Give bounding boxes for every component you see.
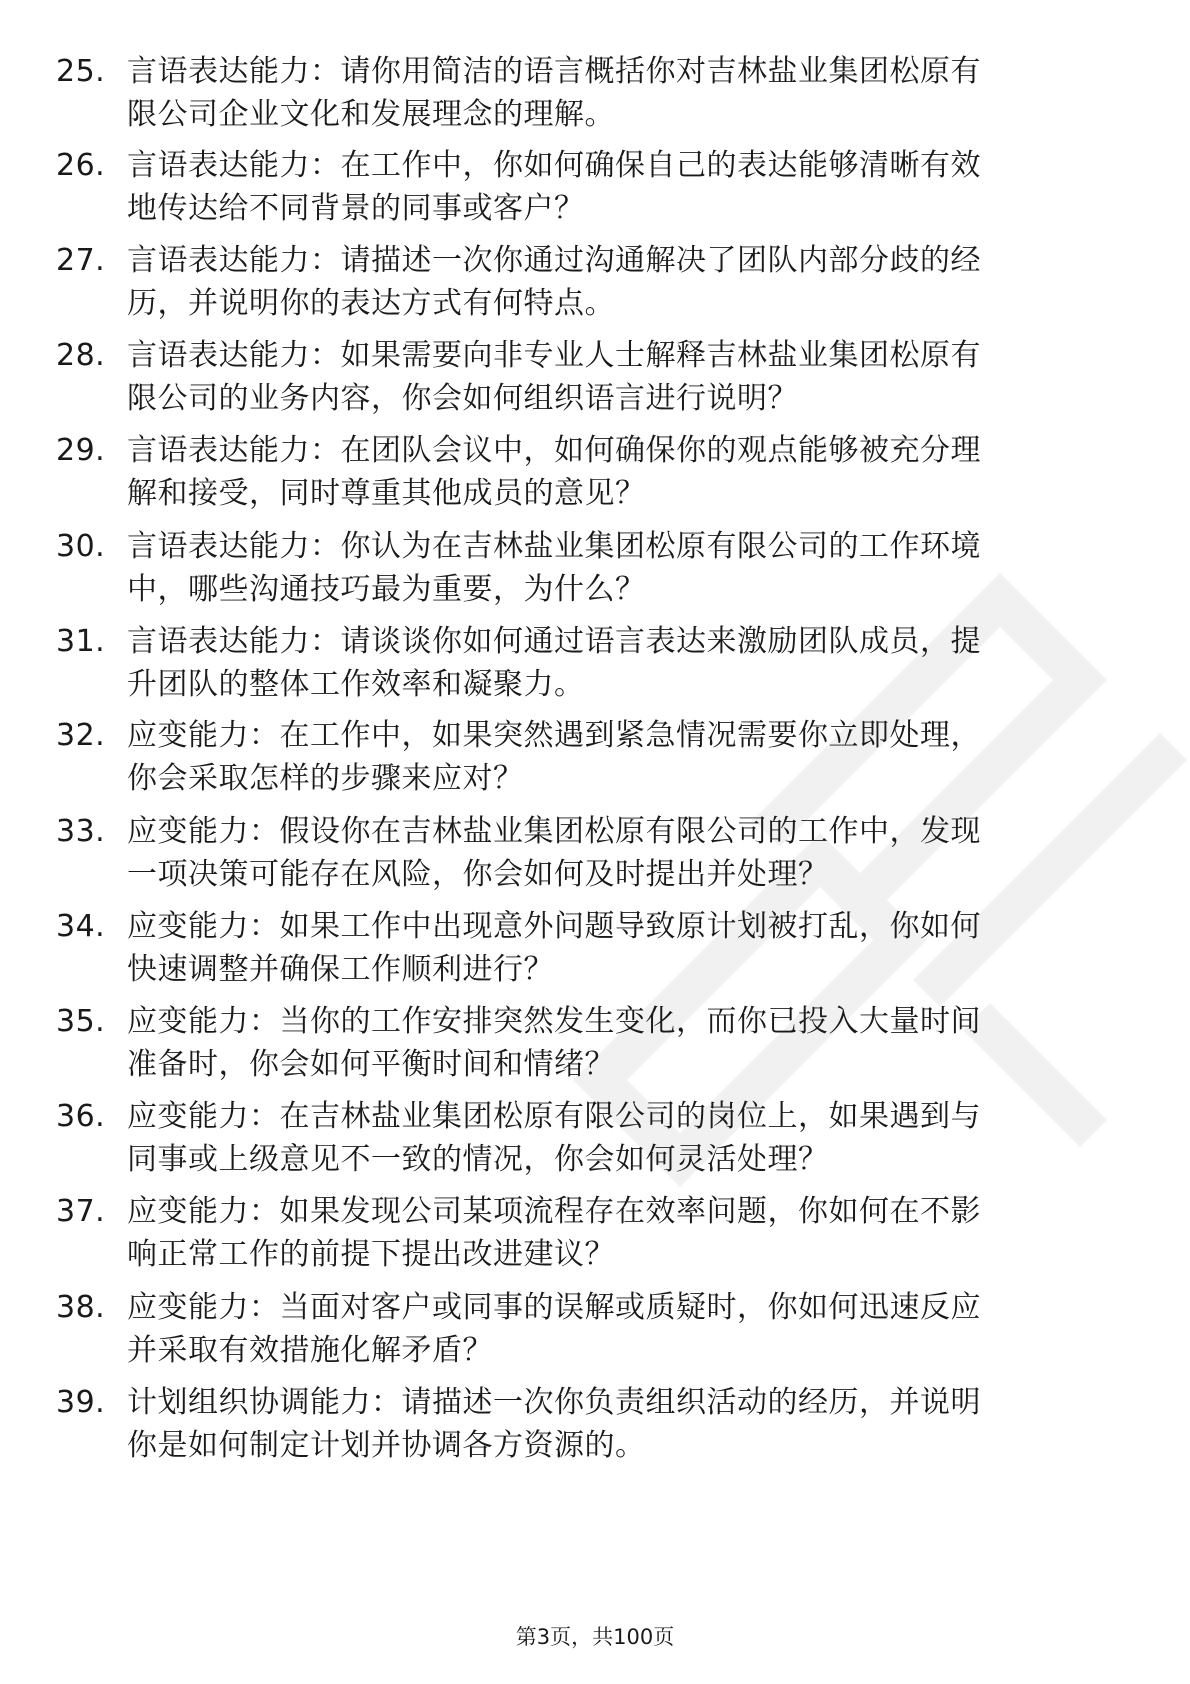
question-item-34 <box>0 905 1190 995</box>
question-text-line-1: 应变能力：如果工作中出现意外问题导致原计划被打乱，你如何 <box>127 909 981 944</box>
question-item-28 <box>0 334 1190 424</box>
question-item-31 <box>0 620 1190 710</box>
question-text-line-2: 响正常工作的前提下提出改进建议？ <box>127 1237 615 1272</box>
question-number: 28. <box>56 338 106 373</box>
question-text-line-2: 限公司企业文化和发展理念的理解。 <box>127 97 615 132</box>
question-item-29 <box>0 429 1190 519</box>
question-number: 29. <box>56 433 106 468</box>
question-text-line-1: 应变能力：在工作中，如果突然遇到紧急情况需要你立即处理， <box>127 718 981 753</box>
question-item-39 <box>0 1381 1190 1471</box>
question-number: 32. <box>56 718 106 753</box>
question-text-line-2: 升团队的整体工作效率和凝聚力。 <box>127 667 585 702</box>
question-item-37 <box>0 1190 1190 1280</box>
question-text-line-2: 解和接受，同时尊重其他成员的意见？ <box>127 476 646 511</box>
question-item-35 <box>0 1000 1190 1090</box>
question-text-line-2: 历，并说明你的表达方式有何特点。 <box>127 286 615 321</box>
question-item-33 <box>0 810 1190 900</box>
question-text-line-1: 应变能力：在吉林盐业集团松原有限公司的岗位上，如果遇到与 <box>127 1099 981 1134</box>
question-text-line-2: 并采取有效措施化解矛盾？ <box>127 1333 493 1368</box>
question-text-line-1: 言语表达能力：如果需要向非专业人士解释吉林盐业集团松原有 <box>127 338 981 373</box>
question-text-line-2: 中，哪些沟通技巧最为重要，为什么？ <box>127 572 646 607</box>
question-number: 35. <box>56 1004 106 1039</box>
question-item-30 <box>0 525 1190 615</box>
page-footer <box>0 1622 1190 1652</box>
question-text-line-2: 一项决策可能存在风险，你会如何及时提出并处理？ <box>127 857 829 892</box>
question-item-36 <box>0 1095 1190 1185</box>
question-number: 39. <box>56 1385 106 1420</box>
question-text-line-1: 应变能力：当面对客户或同事的误解或质疑时，你如何迅速反应 <box>127 1290 981 1325</box>
question-text-line-1: 应变能力：当你的工作安排突然发生变化，而你已投入大量时间 <box>127 1004 981 1039</box>
page-number-info: 第3页，共100页 <box>515 1625 675 1649</box>
question-number: 27. <box>56 243 106 278</box>
question-number: 33. <box>56 814 106 849</box>
question-text-line-2: 同事或上级意见不一致的情况，你会如何灵活处理？ <box>127 1142 829 1177</box>
question-item-25 <box>0 50 1190 140</box>
question-item-38 <box>0 1286 1190 1376</box>
question-number: 34. <box>56 909 106 944</box>
question-text-line-2: 你是如何制定计划并协调各方资源的。 <box>127 1428 646 1463</box>
question-number: 26. <box>56 148 106 183</box>
question-number: 30. <box>56 529 106 564</box>
question-number: 38. <box>56 1290 106 1325</box>
question-text-line-2: 准备时，你会如何平衡时间和情绪？ <box>127 1047 615 1082</box>
question-text-line-1: 言语表达能力：在工作中，你如何确保自己的表达能够清晰有效 <box>127 148 981 183</box>
question-item-26 <box>0 144 1190 234</box>
question-text-line-1: 言语表达能力：请谈谈你如何通过语言表达来激励团队成员，提 <box>127 624 981 659</box>
question-text-line-1: 言语表达能力：在团队会议中，如何确保你的观点能够被充分理 <box>127 433 981 468</box>
question-text-line-1: 言语表达能力：你认为在吉林盐业集团松原有限公司的工作环境 <box>127 529 981 564</box>
question-item-27 <box>0 239 1190 329</box>
question-number: 37. <box>56 1194 106 1229</box>
question-number: 36. <box>56 1099 106 1134</box>
question-text-line-2: 快速调整并确保工作顺利进行？ <box>127 952 554 987</box>
question-text-line-2: 地传达给不同背景的同事或客户？ <box>127 191 585 226</box>
question-text-line-2: 限公司的业务内容，你会如何组织语言进行说明？ <box>127 381 798 416</box>
question-text-line-1: 应变能力：假设你在吉林盐业集团松原有限公司的工作中，发现 <box>127 814 981 849</box>
question-text-line-2: 你会采取怎样的步骤来应对？ <box>127 761 524 796</box>
question-text-line-1: 言语表达能力：请描述一次你通过沟通解决了团队内部分歧的经 <box>127 243 981 278</box>
question-number: 25. <box>56 54 106 89</box>
question-item-32 <box>0 714 1190 804</box>
question-text-line-1: 应变能力：如果发现公司某项流程存在效率问题，你如何在不影 <box>127 1194 981 1229</box>
question-text-line-1: 计划组织协调能力：请描述一次你负责组织活动的经历，并说明 <box>127 1385 981 1420</box>
question-number: 31. <box>56 624 106 659</box>
question-text-line-1: 言语表达能力：请你用简洁的语言概括你对吉林盐业集团松原有 <box>127 54 981 89</box>
